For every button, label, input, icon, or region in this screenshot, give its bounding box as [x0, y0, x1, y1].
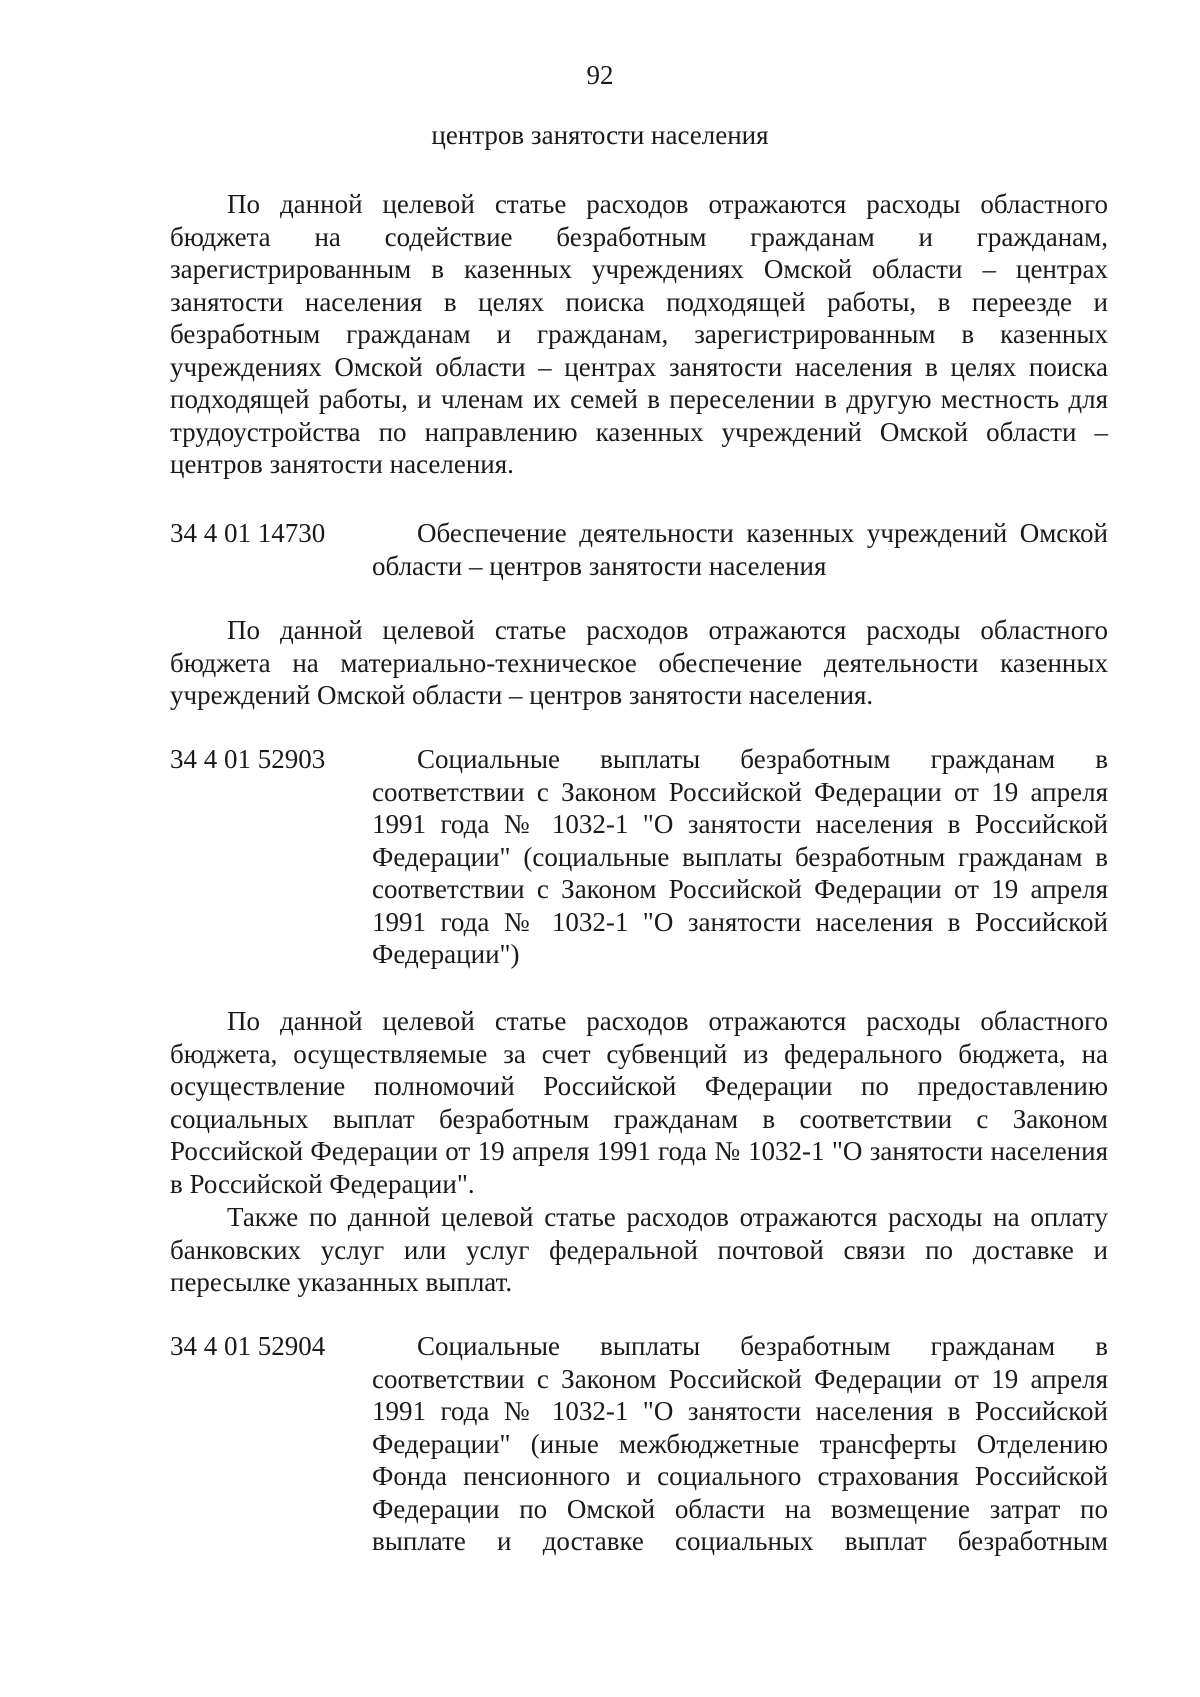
paragraph-4: Также по данной целевой статье расходов отражаются расходы на оплату банковских услуг или услуг федеральной почтовой связи по доставке и пересылке указанных выплат.: [170, 1202, 1108, 1297]
item-2-title: Социальные выплаты безработным гражданам в соответствии с Законом Российской Федерации от 19 апреля 1991 года № 1032-1 "О занятости населения в Российской Федерации" (социальные выплаты безработным гражданам в соответствии с Законом Российской Федерации от 19 апреля 1991 года № 1032-1 "О занятости населения в Российской Федерации"): [372, 744, 1108, 969]
paragraph-1: По данной целевой статье расходов отражаются расходы областного бюджета на содействие безработным гражданам и гражданам, зарегистрированным в казенных учреждениях Омской области – центрах занятости населения в целях поиска подходящей работы, в переезде и безработным гражданам и гражданам, зарегистрированным в казенных учреждениях Омской области – центрах занятости населения в целях поиска подходящей работы, и членам их семей в переселении в другую местность для трудоустройства по направлению казенных учреждений Омской области – центров занятости населения.: [170, 189, 1108, 479]
item-2-code: 34 4 01 52903: [170, 744, 326, 774]
item-3-code: 34 4 01 52904: [170, 1331, 326, 1361]
paragraph-3: По данной целевой статье расходов отражаются расходы областного бюджета, осуществляемые за счет субвенций из федерального бюджета, на осуществление полномочий Российской Федерации по предоставлению социальных выплат безработным гражданам в соответствии с Законом Российской Федерации от 19 апреля 1991 года № 1032-1 "О занятости населения в Российской Федерации".: [170, 1006, 1108, 1199]
paragraph-2: По данной целевой статье расходов отражаются расходы областного бюджета на материально-техническое обеспечение деятельности казенных учреждений Омской области – центров занятости населения.: [170, 615, 1108, 710]
item-1-title: Обеспечение деятельности казенных учреждений Омской области – центров занятости населения: [372, 518, 1108, 581]
continuation-title: центров занятости населения: [431, 120, 769, 150]
item-3-title: Социальные выплаты безработным гражданам в соответствии с Законом Российской Федерации от 19 апреля 1991 года № 1032-1 "О занятости населения в Российской Федерации" (иные межбюджетные трансферты Отделению Фонда пенсионного и социального страхования Российской Федерации по Омской области на возмещение затрат по выплате и доставке социальных выплат безработным: [372, 1331, 1108, 1556]
item-1-code: 34 4 01 14730: [170, 518, 326, 548]
page-number: 92: [586, 60, 614, 90]
